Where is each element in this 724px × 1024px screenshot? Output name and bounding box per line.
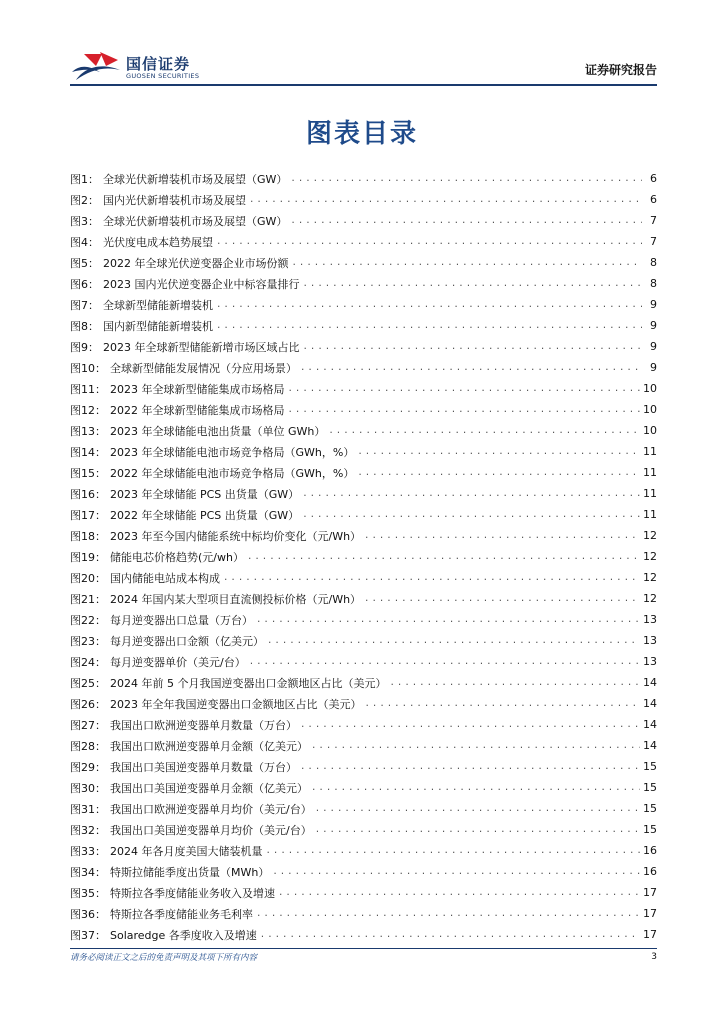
- page-title: 图表目录: [305, 119, 418, 149]
- header-divider: [70, 84, 657, 86]
- toc-entry-number: 图16：: [70, 487, 106, 501]
- toc-entry-page: 10: [643, 403, 657, 416]
- toc-entry-page: 9: [650, 319, 657, 332]
- footer-divider: [70, 948, 657, 949]
- toc-entry-number: 图29：: [70, 760, 106, 774]
- toc-entry-page: 14: [643, 676, 657, 689]
- toc-entry-page: 11: [643, 445, 657, 458]
- toc-entry[interactable]: [70, 819, 657, 840]
- toc-entry-title: 特斯拉各季度储能业务收入及增速: [110, 886, 275, 900]
- toc-entry-number: 图33：: [70, 844, 106, 858]
- toc-entry-page: 9: [650, 298, 657, 311]
- toc-entry-title: 2023 国内光伏逆变器企业中标容量排行: [103, 277, 300, 291]
- toc-entry-number: 图28：: [70, 739, 106, 753]
- toc-entry-leader-dots: [300, 720, 640, 730]
- toc-entry-title: 每月逆变器出口金额（亿美元）: [110, 634, 264, 648]
- toc-entry[interactable]: [70, 336, 657, 357]
- toc-entry-number: 图32：: [70, 823, 106, 837]
- toc-entry-page: 10: [643, 424, 657, 437]
- toc-entry-number: 图21：: [70, 592, 106, 606]
- toc-entry-title: 2023 年全球新型储能集成市场格局: [110, 382, 285, 396]
- toc-entry-leader-dots: [292, 258, 643, 268]
- toc-entry[interactable]: [70, 735, 657, 756]
- toc-entry-page: 15: [643, 823, 657, 836]
- toc-entry[interactable]: [70, 567, 657, 588]
- toc-entry-leader-dots: [256, 909, 640, 919]
- toc-entry-page: 14: [643, 718, 657, 731]
- toc-entry-number: 图23：: [70, 634, 106, 648]
- toc-entry-leader-dots: [216, 237, 642, 247]
- toc-entry-page: 7: [650, 235, 657, 248]
- toc-entry-title: 光伏度电成本趋势展望: [103, 235, 213, 249]
- toc-entry-title: 我国出口欧洲逆变器单月均价（美元/台）: [110, 802, 312, 816]
- toc-entry-page: 8: [650, 277, 657, 290]
- toc-entry-page: 15: [643, 781, 657, 794]
- toc-entry[interactable]: [70, 378, 657, 399]
- toc-entry-title: Solaredge 各季度收入及增速: [110, 928, 257, 942]
- toc-entry[interactable]: [70, 609, 657, 630]
- toc-entry-title: 全球光伏新增装机市场及展望（GW）: [103, 172, 288, 186]
- toc-entry-leader-dots: [315, 804, 640, 814]
- toc-entry-number: 图4：: [70, 235, 99, 249]
- toc-entry-page: 8: [650, 256, 657, 269]
- toc-entry-page: 13: [643, 613, 657, 626]
- toc-entry-leader-dots: [288, 405, 641, 415]
- toc-entry-title: 我国出口欧洲逆变器单月金额（亿美元）: [110, 739, 308, 753]
- toc-entry-title: 2023 年全球储能 PCS 出货量（GW）: [110, 487, 300, 501]
- toc-entry-title: 我国出口美国逆变器单月均价（美元/台）: [110, 823, 312, 837]
- toc-entry-leader-dots: [290, 174, 642, 184]
- toc-entry-page: 15: [643, 802, 657, 815]
- toc-entry-leader-dots: [256, 615, 640, 625]
- toc-entry[interactable]: [70, 168, 657, 189]
- toc-entry[interactable]: [70, 777, 657, 798]
- toc-entry-page: 9: [650, 340, 657, 353]
- toc-entry-leader-dots: [249, 195, 642, 205]
- toc-entry-page: 14: [643, 739, 657, 752]
- toc-entry[interactable]: [70, 315, 657, 336]
- toc-entry-title: 2024 年前 5 个月我国逆变器出口金额地区占比（美元）: [110, 676, 387, 690]
- toc-entry-leader-dots: [288, 384, 641, 394]
- toc-entry[interactable]: [70, 231, 657, 252]
- toc-entry[interactable]: [70, 651, 657, 672]
- toc-entry-leader-dots: [300, 762, 640, 772]
- toc-entry-number: 图11：: [70, 382, 106, 396]
- toc-entry[interactable]: [70, 882, 657, 903]
- toc-entry[interactable]: [70, 504, 657, 525]
- toc-entry[interactable]: [70, 189, 657, 210]
- toc-entry-title: 特斯拉各季度储能业务毛利率: [110, 907, 253, 921]
- toc-entry-number: 图22：: [70, 613, 106, 627]
- toc-entry-leader-dots: [315, 825, 640, 835]
- toc-entry[interactable]: [70, 903, 657, 924]
- toc-entry-title: 我国出口美国逆变器单月金额（亿美元）: [110, 781, 308, 795]
- toc-entry-page: 6: [650, 172, 657, 185]
- toc-entry-leader-dots: [389, 678, 640, 688]
- toc-entry-number: 图18：: [70, 529, 106, 543]
- toc-entry-number: 图31：: [70, 802, 106, 816]
- toc-entry-leader-dots: [302, 489, 640, 499]
- toc-entry-leader-dots: [247, 552, 640, 562]
- toc-entry-leader-dots: [364, 531, 640, 541]
- toc-entry[interactable]: [70, 462, 657, 483]
- toc-entry-number: 图6：: [70, 277, 99, 291]
- toc-entry-leader-dots: [216, 321, 642, 331]
- toc-entry-title: 储能电芯价格趋势(元/wh）: [110, 550, 244, 564]
- toc-entry[interactable]: [70, 420, 657, 441]
- toc-entry[interactable]: [70, 273, 657, 294]
- toc-entry[interactable]: [70, 210, 657, 231]
- toc-entry-page: 16: [643, 865, 657, 878]
- toc-entry-leader-dots: [223, 573, 640, 583]
- toc-entry-page: 11: [643, 487, 657, 500]
- toc-entry-number: 图20：: [70, 571, 106, 585]
- toc-entry[interactable]: [70, 798, 657, 819]
- toc-entry-number: 图3：: [70, 214, 99, 228]
- toc-entry-leader-dots: [216, 300, 642, 310]
- toc-entry[interactable]: [70, 672, 657, 693]
- toc-entry-page: 11: [643, 466, 657, 479]
- toc-entry-number: 图25：: [70, 676, 106, 690]
- toc-entry-number: 图5：: [70, 256, 99, 270]
- toc-entry[interactable]: [70, 252, 657, 273]
- logo-text-cn: 国信证券: [126, 55, 191, 73]
- toc-entry-number: 图15：: [70, 466, 106, 480]
- toc-entry[interactable]: [70, 924, 657, 945]
- toc-entry[interactable]: [70, 294, 657, 315]
- toc-entry[interactable]: [70, 840, 657, 861]
- toc-entry-title: 2022 年全球储能 PCS 出货量（GW）: [110, 508, 300, 522]
- toc-entry-title: 国内储能电站成本构成: [110, 571, 220, 585]
- toc-entry-page: 13: [643, 634, 657, 647]
- page-number: 3: [651, 952, 657, 962]
- toc-entry-leader-dots: [260, 930, 640, 940]
- toc-entry-title: 每月逆变器出口总量（万台）: [110, 613, 253, 627]
- toc-entry-number: 图13：: [70, 424, 106, 438]
- toc-entry-number: 图12：: [70, 403, 106, 417]
- toc-entry-number: 图7：: [70, 298, 99, 312]
- toc-entry-page: 9: [650, 361, 657, 374]
- toc-entry[interactable]: [70, 546, 657, 567]
- toc-entry-number: 图24：: [70, 655, 106, 669]
- toc-entry-leader-dots: [328, 426, 640, 436]
- toc-entry-page: 16: [643, 844, 657, 857]
- toc-entry[interactable]: [70, 756, 657, 777]
- toc-entry-leader-dots: [249, 657, 640, 667]
- toc-entry[interactable]: [70, 441, 657, 462]
- toc-entry-number: 图30：: [70, 781, 106, 795]
- toc-entry-title: 2023 年全年我国逆变器出口金额地区占比（美元）: [110, 697, 362, 711]
- toc-entry[interactable]: [70, 861, 657, 882]
- page-header: [70, 50, 657, 84]
- toc-entry-page: 10: [643, 382, 657, 395]
- toc-entry-leader-dots: [311, 741, 640, 751]
- toc-entry-number: 图37：: [70, 928, 106, 942]
- toc-entry-title: 2023 年全球新型储能新增市场区域占比: [103, 340, 300, 354]
- toc-entry-leader-dots: [303, 342, 643, 352]
- toc-entry-title: 2024 年国内某大型项目直流侧投标价格（元/Wh）: [110, 592, 362, 606]
- toc-entry[interactable]: [70, 630, 657, 651]
- toc-entry-page: 17: [643, 928, 657, 941]
- toc-entry-number: 图10：: [70, 361, 106, 375]
- toc-entry-page: 12: [643, 571, 657, 584]
- toc-entry-number: 图9：: [70, 340, 99, 354]
- toc-entry-title: 每月逆变器单价（美元/台）: [110, 655, 246, 669]
- toc-entry[interactable]: [70, 357, 657, 378]
- toc-entry-page: 15: [643, 760, 657, 773]
- toc-entry-title: 2024 年各月度美国大储装机量: [110, 844, 263, 858]
- toc-entry-number: 图2：: [70, 193, 99, 207]
- toc-entry-leader-dots: [357, 447, 640, 457]
- toc-entry-page: 13: [643, 655, 657, 668]
- toc-entry-title: 2023 年全球储能电池市场竞争格局（GWh，%）: [110, 445, 355, 459]
- toc-entry-number: 图1：: [70, 172, 99, 186]
- toc-entry-number: 图26：: [70, 697, 106, 711]
- toc-entry-number: 图36：: [70, 907, 106, 921]
- toc-entry[interactable]: [70, 399, 657, 420]
- toc-entry-title: 全球新型储能新增装机: [103, 298, 213, 312]
- toc-entry-page: 17: [643, 907, 657, 920]
- logo-text-en: GUOSEN SECURITIES: [126, 72, 200, 80]
- toc-entry-title: 2022 年全球光伏逆变器企业市场份额: [103, 256, 289, 270]
- toc-entry-leader-dots: [365, 699, 641, 709]
- toc-entry-title: 国内新型储能新增装机: [103, 319, 213, 333]
- toc-entry-page: 12: [643, 529, 657, 542]
- toc-entry-title: 全球新型储能发展情况（分应用场景）: [110, 361, 297, 375]
- toc-entry-leader-dots: [364, 594, 640, 604]
- toc-entry-title: 2023 年至今国内储能系统中标均价变化（元/Wh）: [110, 529, 362, 543]
- toc-entry-leader-dots: [300, 363, 642, 373]
- toc-entry-title: 全球光伏新增装机市场及展望（GW）: [103, 214, 288, 228]
- toc-entry-leader-dots: [272, 867, 640, 877]
- toc-entry-leader-dots: [303, 279, 643, 289]
- toc-entry-title: 特斯拉储能季度出货量（MWh）: [110, 865, 270, 879]
- toc-entry-leader-dots: [278, 888, 640, 898]
- toc-entry[interactable]: [70, 525, 657, 546]
- toc-list: [70, 168, 657, 945]
- toc-entry-leader-dots: [302, 510, 640, 520]
- toc-entry-number: 图27：: [70, 718, 106, 732]
- toc-entry-leader-dots: [266, 846, 641, 856]
- toc-entry-page: 14: [643, 697, 657, 710]
- toc-entry-number: 图34：: [70, 865, 106, 879]
- report-type-label: 证券研究报告: [584, 63, 657, 77]
- toc-entry[interactable]: [70, 714, 657, 735]
- toc-entry-page: 6: [650, 193, 657, 206]
- toc-entry-title: 我国出口欧洲逆变器单月数量（万台）: [110, 718, 297, 732]
- toc-entry-leader-dots: [311, 783, 640, 793]
- footer-disclaimer: 请务必阅读正文之后的免责声明及其项下所有内容: [70, 953, 258, 963]
- toc-entry-number: 图8：: [70, 319, 99, 333]
- toc-entry-number: 图35：: [70, 886, 106, 900]
- toc-entry-leader-dots: [267, 636, 640, 646]
- toc-entry-page: 12: [643, 592, 657, 605]
- toc-entry-title: 2023 年全球储能电池出货量（单位 GWh）: [110, 424, 326, 438]
- toc-entry-page: 17: [643, 886, 657, 899]
- toc-entry-number: 图17：: [70, 508, 106, 522]
- toc-entry-title: 国内光伏新增装机市场及展望: [103, 193, 246, 207]
- guosen-logo-icon: [70, 50, 122, 84]
- toc-entry[interactable]: [70, 693, 657, 714]
- toc-entry-page: 11: [643, 508, 657, 521]
- toc-entry-page: 12: [643, 550, 657, 563]
- toc-entry[interactable]: [70, 483, 657, 504]
- toc-entry-title: 我国出口美国逆变器单月数量（万台）: [110, 760, 297, 774]
- toc-entry[interactable]: [70, 588, 657, 609]
- toc-entry-leader-dots: [357, 468, 640, 478]
- toc-entry-title: 2022 年全球储能电池市场竞争格局（GWh，%）: [110, 466, 355, 480]
- toc-entry-number: 图19：: [70, 550, 106, 564]
- toc-entry-number: 图14：: [70, 445, 106, 459]
- toc-entry-leader-dots: [290, 216, 642, 226]
- toc-entry-title: 2022 年全球新型储能集成市场格局: [110, 403, 285, 417]
- toc-entry-page: 7: [650, 214, 657, 227]
